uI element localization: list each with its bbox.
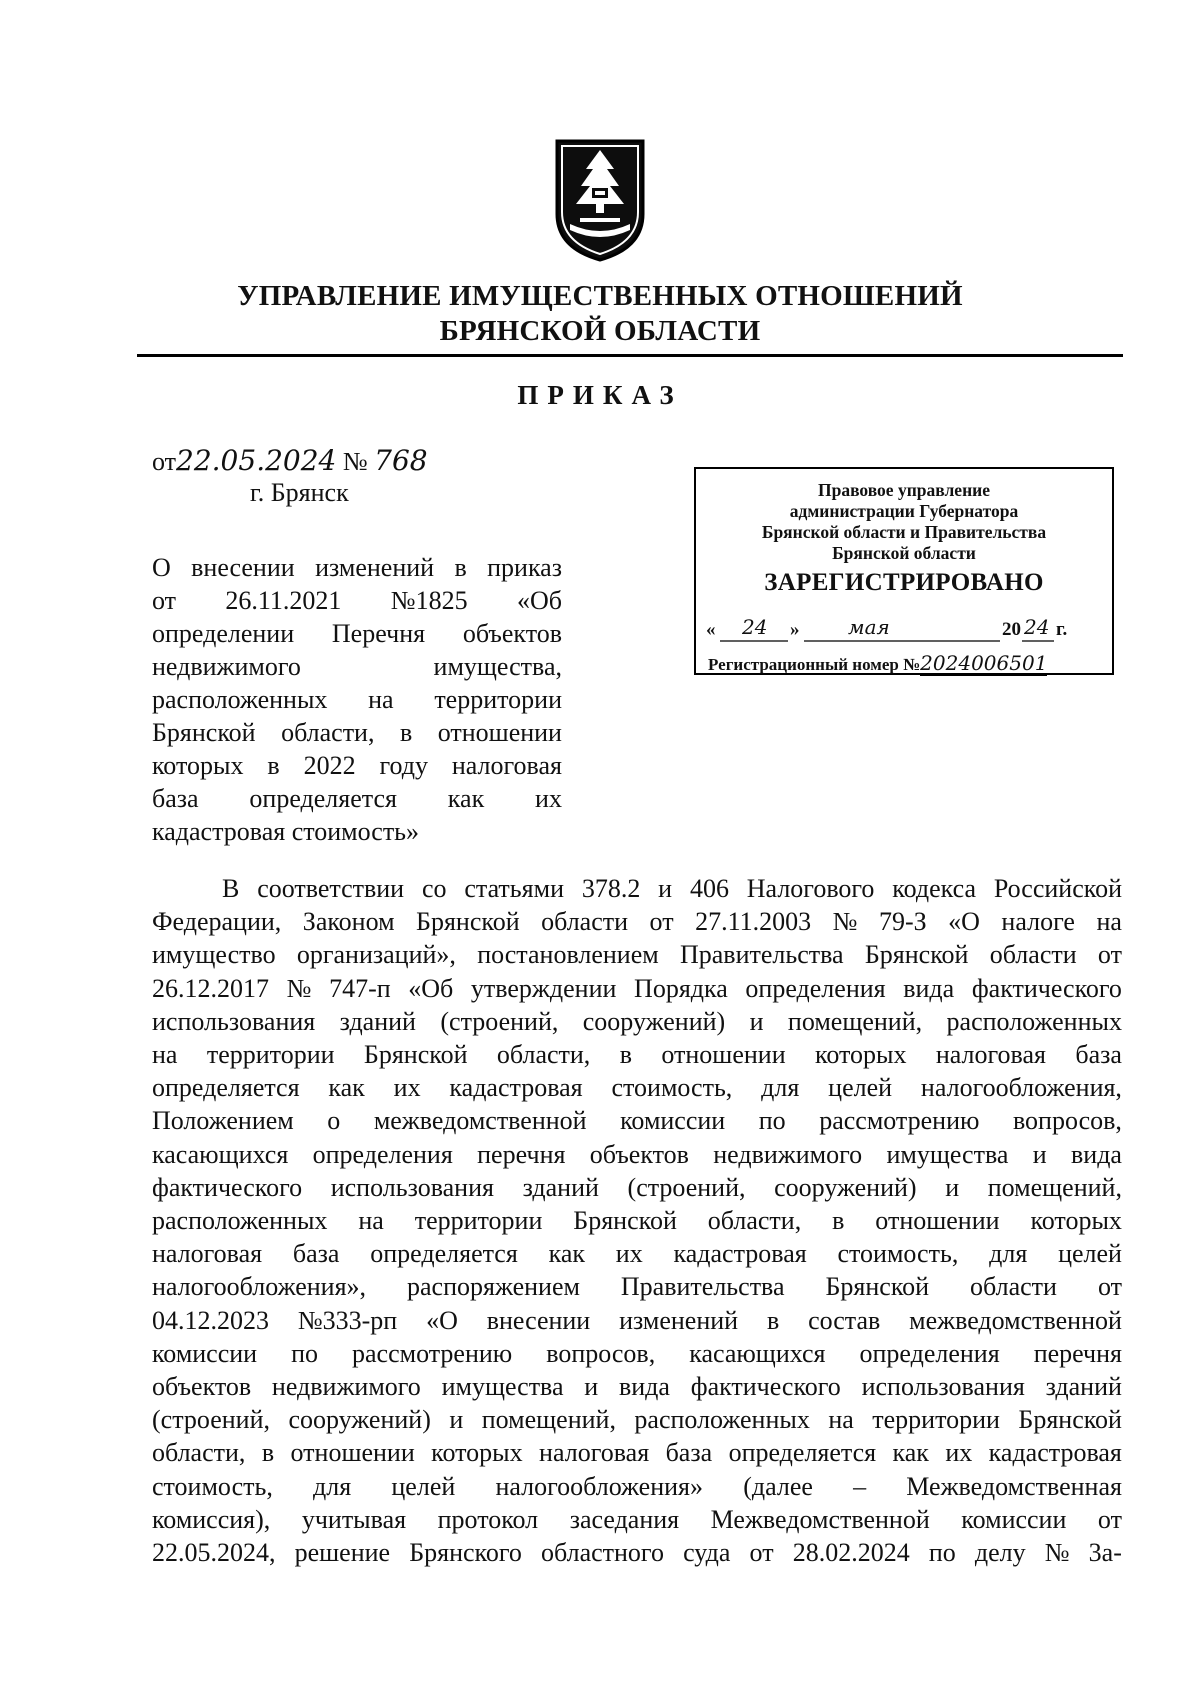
body-word: области — [541, 907, 629, 937]
stamp-date-line — [706, 615, 1102, 643]
body-word: в — [832, 1206, 845, 1236]
body-word: сооружений) — [582, 1006, 726, 1036]
body-word: определяется — [370, 1239, 518, 1269]
body-word: №333-рп — [297, 1305, 398, 1335]
body-word: в — [619, 1040, 632, 1070]
body-word: со — [421, 874, 447, 903]
body-line — [152, 1038, 1122, 1071]
body-word: которых — [815, 1040, 907, 1070]
body-word: кадастровая — [449, 1073, 583, 1103]
stamp-registered: ЗАРЕГИСТРИРОВАНО — [764, 569, 1044, 596]
body-word: от — [649, 907, 674, 937]
subject-word: году — [379, 751, 428, 780]
body-word: и — [449, 1405, 464, 1435]
subject-word: определении — [152, 619, 295, 648]
body-word: использования — [861, 1372, 1025, 1402]
stamp-reg-number: 2024006501 — [920, 651, 1048, 675]
body-word: стоимость, — [837, 1239, 959, 1269]
body-word: (строений, — [627, 1172, 746, 1202]
body-word: от — [1097, 1272, 1122, 1302]
body-line — [152, 1403, 1122, 1436]
body-word: области, — [152, 1438, 246, 1468]
subject-word: их — [535, 784, 562, 813]
body-word: Положением — [152, 1106, 294, 1136]
body-word: расположенных — [152, 1206, 328, 1236]
body-word: имущества — [441, 1372, 564, 1402]
body-word: использования — [152, 1006, 316, 1036]
body-word: комиссии — [152, 1338, 258, 1368]
body-word: касающихся — [689, 1338, 826, 1368]
body-line — [152, 972, 1122, 1005]
subject-line — [152, 815, 562, 848]
stamp-reg-label: Регистрационный номер № — [708, 655, 921, 674]
body-word: определения — [745, 973, 886, 1003]
coat-of-arms-emblem — [553, 138, 647, 262]
body-word: целей — [828, 1073, 893, 1103]
subject-word: Перечня — [331, 619, 426, 648]
body-word: по — [291, 1338, 319, 1368]
body-word: использования — [330, 1172, 494, 1202]
body-line — [152, 1304, 1122, 1337]
stamp-month: мая — [848, 615, 890, 639]
body-word: для — [761, 1073, 800, 1103]
document-type-title: ПРИКАЗ — [517, 380, 683, 410]
subject-word: в — [454, 553, 467, 582]
body-word: рассмотрению — [352, 1338, 513, 1368]
body-word: как — [892, 1438, 929, 1468]
body-word: статьями — [464, 874, 564, 903]
body-word: соответствии — [257, 874, 405, 903]
body-word: вида — [903, 973, 955, 1003]
subject-line — [152, 617, 562, 650]
body-word: Правительства — [620, 1272, 785, 1302]
body-word: их — [945, 1438, 973, 1468]
body-word: расположенных — [634, 1405, 810, 1435]
order-number-label: № — [342, 447, 368, 476]
subject-word: области, — [281, 718, 375, 747]
body-word: кадастровая — [673, 1239, 807, 1269]
body-word: помещений, — [481, 1405, 616, 1435]
body-line — [152, 1270, 1122, 1303]
subject-word: территории — [434, 685, 562, 714]
body-word: зданий — [522, 1172, 599, 1202]
body-word: налогообложения, — [920, 1073, 1122, 1103]
body-word: Брянской — [1018, 1405, 1122, 1435]
body-word: № — [1044, 1538, 1070, 1568]
body-word: заседания — [569, 1504, 680, 1534]
subject-word: имущества, — [433, 652, 562, 681]
body-word: в — [766, 1305, 780, 1335]
body-word: (строений, — [152, 1405, 270, 1435]
body-word: в — [261, 1438, 275, 1468]
body-line — [152, 1503, 1122, 1536]
body-word: фактического — [690, 1372, 841, 1402]
body-line — [152, 872, 1122, 905]
stamp-date-underlines — [706, 619, 1106, 643]
body-word: № — [832, 907, 858, 937]
body-word: межведомственной — [373, 1106, 587, 1136]
body-word: зданий — [1045, 1372, 1122, 1402]
body-word: по — [758, 1106, 786, 1136]
subject-word: кадастровая стоимость» — [152, 817, 420, 846]
body-word: вида — [1071, 1139, 1122, 1169]
body-word: делу — [974, 1538, 1026, 1568]
body-word: решение — [294, 1538, 391, 1568]
subject-word: в — [399, 718, 413, 747]
body-word: кадастровая — [988, 1438, 1122, 1468]
body-word: рассмотрению — [819, 1106, 980, 1136]
body-word: перечня — [1033, 1338, 1122, 1368]
body-word: на — [828, 1405, 854, 1435]
subject-line — [152, 683, 562, 716]
body-word: зданий — [339, 1006, 416, 1036]
body-word: изменений — [619, 1305, 739, 1335]
body-word: которых — [1030, 1206, 1122, 1236]
body-word: Налогового — [746, 874, 875, 903]
body-word: области, — [707, 1206, 802, 1236]
subject-word: О — [152, 553, 171, 582]
body-word: определения — [859, 1338, 1000, 1368]
order-date: 22.05.2024 — [176, 444, 337, 477]
stamp-line-4: Брянской области — [832, 543, 976, 563]
body-word: Законом — [302, 907, 395, 937]
body-word: Российской — [993, 874, 1122, 903]
subject-word: от — [152, 586, 177, 615]
body-word: объектов — [589, 1139, 689, 1169]
body-word: налогообложения», — [152, 1272, 367, 1302]
body-word: организаций», — [296, 940, 456, 970]
subject-line — [152, 551, 562, 584]
body-word: Брянской — [363, 1040, 468, 1070]
body-word: перечня — [477, 1139, 566, 1169]
body-line — [152, 1138, 1122, 1171]
subject-word: 26.11.2021 — [225, 586, 342, 615]
body-word: комиссия), — [152, 1504, 271, 1534]
body-word: вида — [618, 1372, 670, 1402]
order-date-number — [152, 444, 428, 477]
subject-word: недвижимого — [152, 652, 301, 681]
body-word: 04.12.2023 — [152, 1305, 269, 1335]
stamp-year-unit: г. — [1056, 619, 1068, 640]
order-subject — [152, 551, 562, 848]
body-word: на — [152, 1040, 178, 1070]
body-word: по — [928, 1538, 956, 1568]
body-word: касающихся — [152, 1139, 289, 1169]
body-line — [152, 1204, 1122, 1237]
body-word: от — [1097, 1504, 1122, 1534]
body-word: учитывая — [301, 1504, 407, 1534]
body-word: «О — [426, 1305, 458, 1335]
body-word: кодекса — [892, 874, 976, 903]
body-line — [152, 905, 1122, 938]
body-word: 3а- — [1088, 1538, 1122, 1568]
body-line — [152, 1104, 1122, 1137]
subject-line — [152, 782, 562, 815]
body-line — [152, 1337, 1122, 1370]
body-word: имущество — [152, 940, 276, 970]
body-word: 79-З — [878, 907, 927, 937]
body-word: Межведомственной — [710, 1504, 930, 1534]
body-line — [152, 1237, 1122, 1270]
stamp-line-1: Правовое управление — [817, 480, 991, 500]
organization-name-line-2: БРЯНСКОЙ ОБЛАСТИ — [439, 315, 761, 347]
subject-word: база — [152, 784, 199, 813]
body-word: налоговая — [935, 1040, 1046, 1070]
body-word: Брянской — [573, 1206, 677, 1236]
stamp-line-3: Брянской области и Правительства — [761, 522, 1047, 542]
body-word: 22.05.2024, — [152, 1538, 276, 1568]
body-word: объектов — [152, 1372, 252, 1402]
body-word: территории — [414, 1206, 543, 1236]
body-word: помещений, — [787, 1006, 923, 1036]
body-word: Межведомственная — [906, 1471, 1122, 1501]
body-word: расположенных — [946, 1006, 1122, 1036]
body-word: Брянского — [409, 1538, 522, 1568]
body-line — [152, 1005, 1122, 1038]
body-word: налоговая — [152, 1239, 263, 1269]
body-word: 406 — [689, 874, 729, 903]
body-word: 378.2 — [581, 874, 641, 903]
subject-word: приказ — [487, 553, 562, 582]
body-word: их — [393, 1073, 421, 1103]
subject-line — [152, 749, 562, 782]
body-word: налогообложения» — [495, 1471, 703, 1501]
header-divider — [137, 354, 1123, 357]
body-word: территории — [206, 1040, 335, 1070]
body-word: Брянской — [825, 1272, 930, 1302]
body-word: и — [584, 1372, 599, 1402]
subject-word: на — [368, 685, 394, 714]
body-word: 28.02.2024 — [792, 1538, 910, 1568]
body-word: области — [970, 1272, 1057, 1302]
body-word: «О — [948, 907, 980, 937]
body-word: для — [313, 1471, 352, 1501]
stamp-day: 24 — [742, 615, 768, 639]
body-word: определяется — [728, 1438, 877, 1468]
body-word: территории — [872, 1405, 1000, 1435]
body-word: утверждении — [470, 973, 617, 1003]
body-word: (строений, — [440, 1006, 559, 1036]
body-line — [152, 938, 1122, 971]
body-word: целей — [391, 1471, 456, 1501]
subject-word: как — [447, 784, 485, 813]
subject-word: изменений — [315, 553, 435, 582]
subject-word: №1825 — [390, 586, 468, 615]
subject-word: Брянской — [152, 718, 256, 747]
body-word: от — [749, 1538, 774, 1568]
body-word: вопросов, — [1012, 1106, 1122, 1136]
order-date-prefix: от — [152, 447, 177, 476]
body-word: протокол — [437, 1504, 539, 1534]
body-word: недвижимого — [713, 1139, 863, 1169]
body-word: Федерации, — [152, 907, 282, 937]
body-word: как — [548, 1239, 586, 1269]
body-line — [152, 1470, 1122, 1503]
body-word: 26.12.2017 — [152, 973, 269, 1003]
body-word: области — [989, 940, 1077, 970]
body-line — [152, 1436, 1122, 1469]
subject-word: внесении — [191, 553, 295, 582]
body-word: фактического — [971, 973, 1122, 1003]
body-word: и — [749, 1006, 764, 1036]
body-word: недвижимого — [271, 1372, 421, 1402]
body-word: база — [292, 1239, 340, 1269]
body-word: внесении — [486, 1305, 591, 1335]
registration-stamp — [694, 467, 1114, 675]
stamp-line-2: администрации Губернатора — [789, 501, 1019, 521]
subject-line — [152, 584, 562, 617]
body-word: определения — [312, 1139, 453, 1169]
body-word: Брянской — [864, 940, 969, 970]
body-word: стоимость, — [611, 1073, 733, 1103]
subject-word: в — [267, 751, 280, 780]
body-word: сооружений) — [774, 1172, 917, 1202]
body-word: и — [658, 874, 673, 903]
body-word: как — [328, 1073, 365, 1103]
body-word: распоряжением — [407, 1272, 580, 1302]
organization-name-line-1: УПРАВЛЕНИЕ ИМУЩЕСТВЕННЫХ ОТНОШЕНИЙ — [237, 280, 963, 312]
body-line — [152, 1071, 1122, 1104]
body-word: целей — [1058, 1239, 1122, 1269]
body-word: комиссии — [620, 1106, 726, 1136]
body-word: межведомственной — [909, 1305, 1122, 1335]
body-word: определяется — [152, 1073, 300, 1103]
body-word: 747-п — [329, 973, 391, 1003]
body-word: отношении — [661, 1040, 786, 1070]
body-word: стоимость, — [152, 1471, 273, 1501]
body-word: о — [327, 1106, 341, 1136]
body-word: комиссии — [961, 1504, 1067, 1534]
body-word: 27.11.2003 — [695, 907, 812, 937]
subject-word: налоговая — [451, 751, 562, 780]
body-word: сооружений) — [288, 1405, 431, 1435]
subject-word: расположенных — [152, 685, 328, 714]
body-word: постановлением — [477, 940, 659, 970]
body-word: Брянской — [416, 907, 520, 937]
body-word: отношении — [290, 1438, 415, 1468]
subject-word: отношении — [437, 718, 562, 747]
body-word: база — [665, 1438, 713, 1468]
subject-line — [152, 650, 562, 683]
subject-word: которых — [152, 751, 244, 780]
subject-word: 2022 — [303, 751, 356, 780]
body-word: которых — [431, 1438, 523, 1468]
order-number: 768 — [374, 444, 428, 477]
subject-word: определяется — [249, 784, 397, 813]
subject-line — [152, 716, 562, 749]
body-word: на — [358, 1206, 384, 1236]
body-word: на — [1096, 907, 1122, 937]
body-word: и — [945, 1172, 960, 1202]
subject-word: «Об — [516, 586, 562, 615]
body-word: – — [853, 1471, 867, 1501]
order-city: г. Брянск — [250, 478, 349, 507]
body-word: области, — [496, 1040, 591, 1070]
body-word: их — [615, 1239, 643, 1269]
stamp-registration-number — [708, 651, 1047, 675]
body-word: налоге — [1001, 907, 1075, 937]
body-word: фактического — [152, 1172, 303, 1202]
body-word: вопросов, — [546, 1338, 656, 1368]
body-line — [152, 1536, 1122, 1569]
body-line — [152, 1171, 1122, 1204]
stamp-year-prefix: 20 — [1002, 619, 1021, 640]
body-line — [152, 1370, 1122, 1403]
body-word: помещений, — [987, 1172, 1122, 1202]
body-word: Правительства — [679, 940, 844, 970]
body-word: база — [1075, 1040, 1122, 1070]
body-word: «Об — [408, 973, 454, 1003]
body-word: областного — [541, 1538, 664, 1568]
body-word: № — [286, 973, 312, 1003]
body-word: налоговая — [539, 1438, 650, 1468]
stamp-year-suffix: 24 — [1024, 615, 1050, 639]
body-word: от — [1097, 940, 1122, 970]
body-word: суда — [683, 1538, 731, 1568]
body-word: В — [222, 874, 240, 903]
body-word: отношении — [875, 1206, 1000, 1236]
body-word: для — [989, 1239, 1028, 1269]
stamp-close-quote: » — [790, 619, 800, 640]
body-word: имущества — [886, 1139, 1009, 1169]
body-word: состав — [808, 1305, 881, 1335]
order-body-text — [152, 872, 1122, 1569]
body-word: Порядка — [634, 973, 728, 1003]
body-word: (далее — [743, 1471, 813, 1501]
body-word: и — [1032, 1139, 1047, 1169]
subject-word: объектов — [462, 619, 562, 648]
stamp-open-quote: « — [706, 619, 716, 640]
